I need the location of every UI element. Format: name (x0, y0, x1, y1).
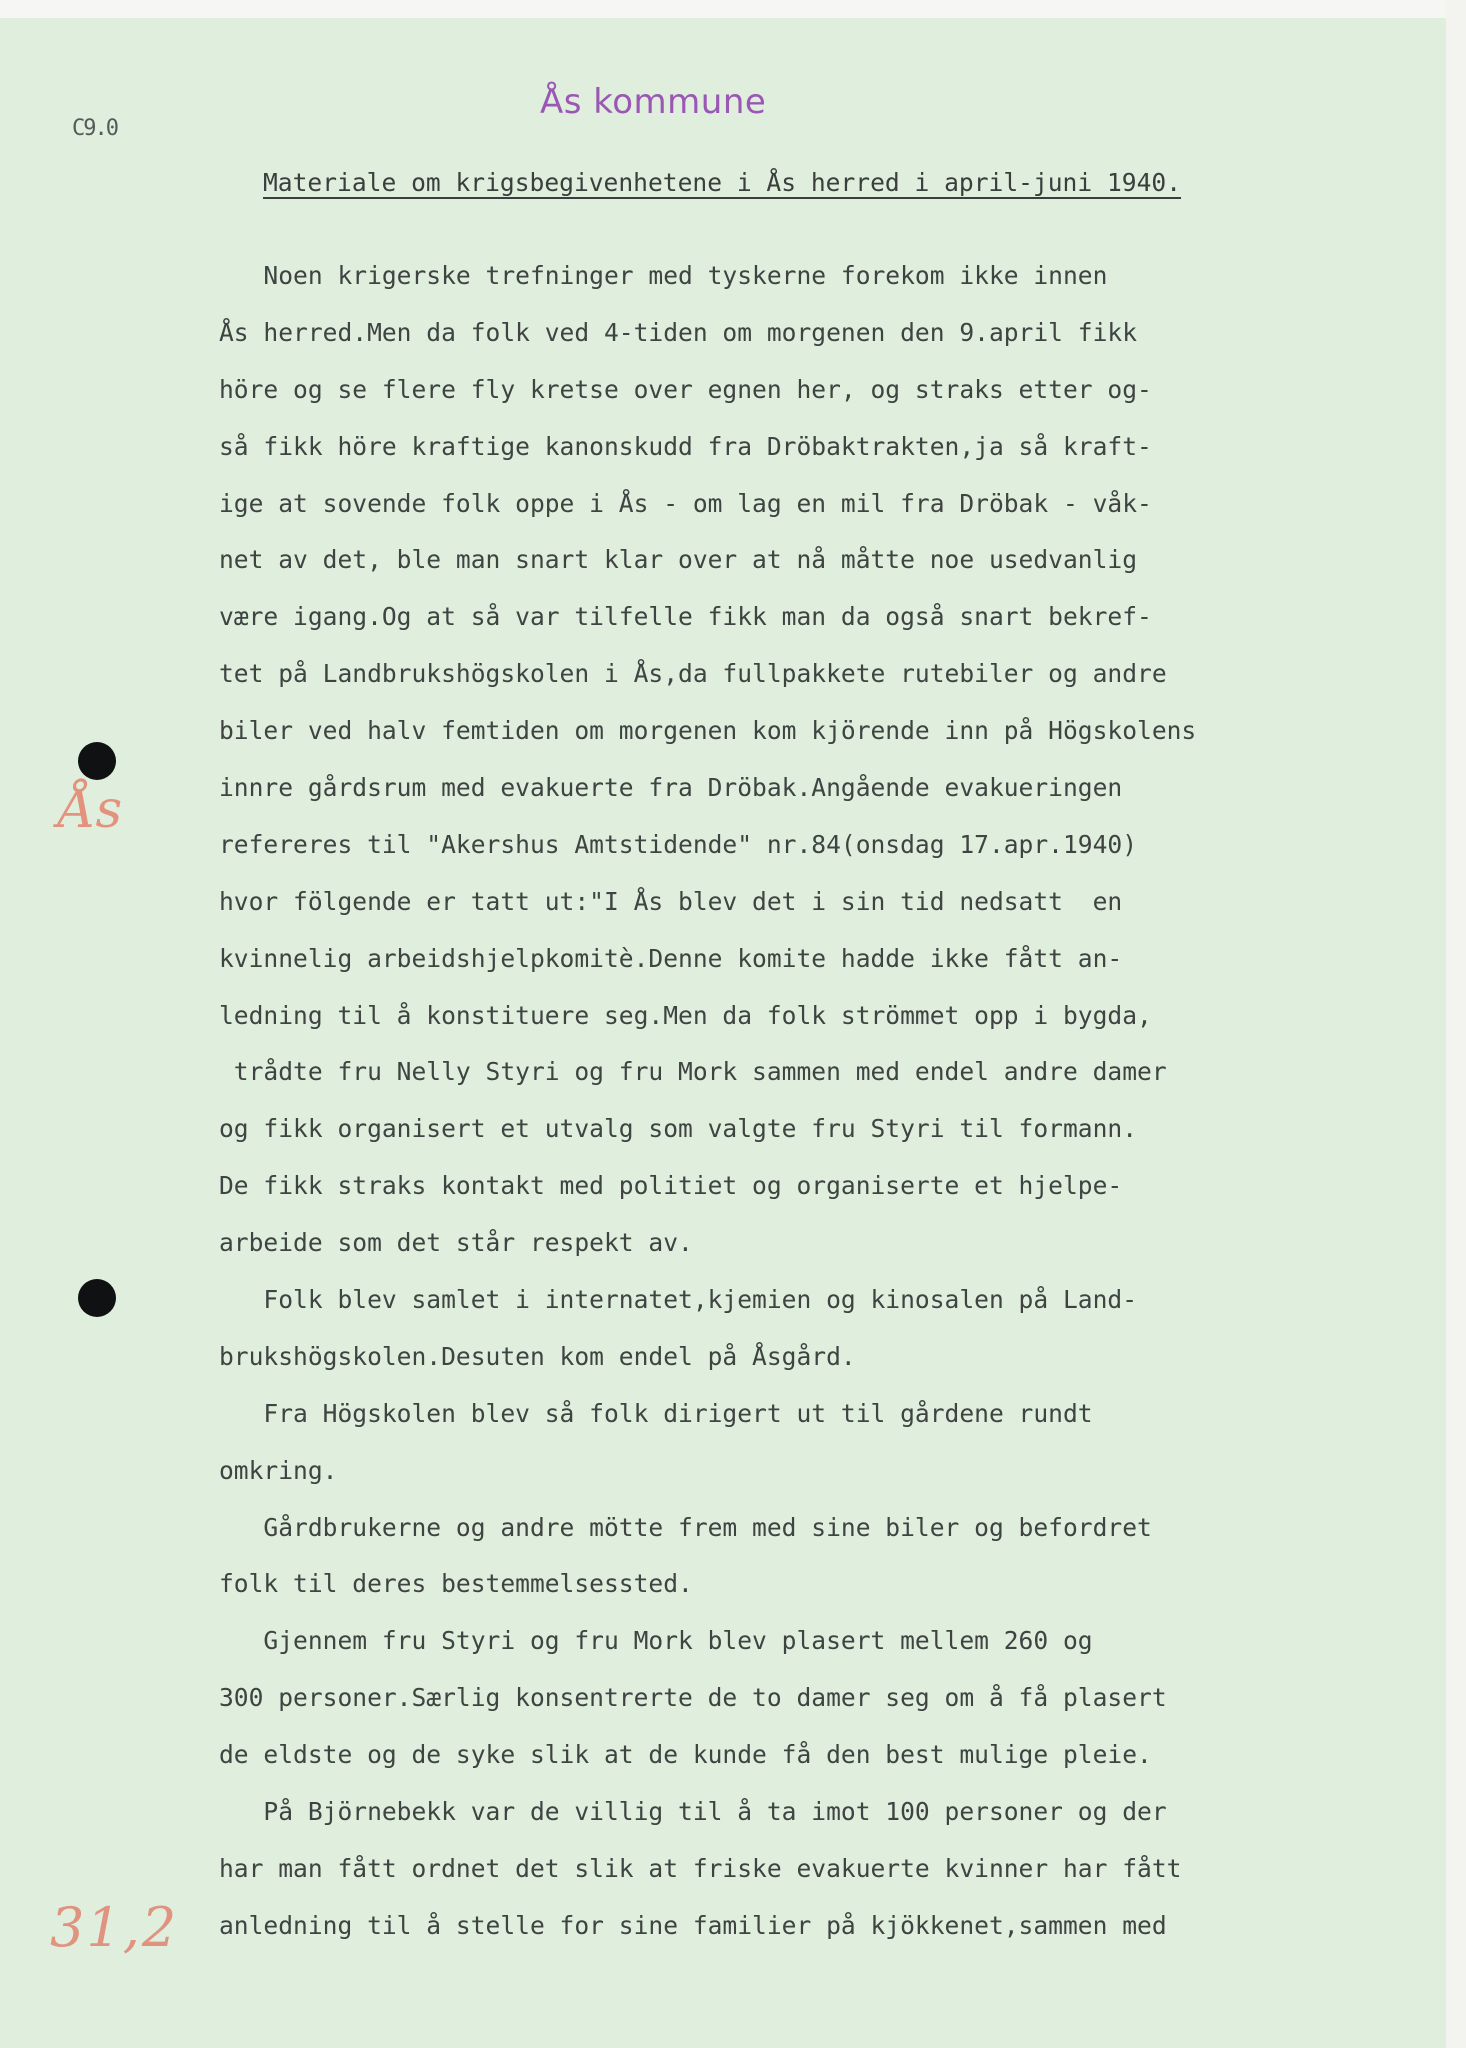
text-line: og fikk organisert et utvalg som valgte fru Styri til formann. (219, 1114, 1138, 1144)
text-line: De fikk straks kontakt med politiet og organiserte et hjelpe- (219, 1171, 1123, 1201)
text-line: Folk blev samlet i internatet,kjemien og kinosalen på Land- (219, 1285, 1138, 1315)
text-line: ledning til å konstituere seg.Men da folk strömmet opp i bygda, (219, 1000, 1152, 1030)
text-line: ige at sovende folk oppe i Ås - om lag en mil fra Dröbak - våk- (219, 488, 1152, 518)
text-line: omkring. (219, 1455, 338, 1485)
text-line: brukshögskolen.Desuten kom endel på Åsgård. (219, 1341, 856, 1371)
text-line: arbeide som det står respekt av. (219, 1228, 693, 1258)
document-body (219, 248, 1379, 1955)
text-line: hvor fölgende er tatt ut:"I Ås blev det i sin tid nedsatt en (219, 886, 1123, 916)
municipality-stamp: Ås kommune (540, 82, 767, 122)
text-line: de eldste og de syke slik at de kunde få den best mulige pleie. (219, 1740, 1152, 1770)
page-reference-handwritten: 31,2 (50, 1896, 179, 1959)
punch-hole-bottom (78, 1279, 116, 1317)
text-line: net av det, ble man snart klar over at nå måtte noe usedvanlig (219, 545, 1138, 575)
text-line: refereres til "Akershus Amtstidende" nr.84(onsdag 17.apr.1940) (219, 829, 1138, 859)
corner-mark: C9.0 (72, 116, 117, 141)
text-line: folk til deres bestemmelsessted. (219, 1569, 693, 1599)
text-line: Fra Högskolen blev så folk dirigert ut til gårdene rundt (219, 1398, 1093, 1428)
text-line: Gårdbrukerne og andre mötte frem med sine biler og befordret (219, 1512, 1152, 1542)
text-line: Noen krigerske trefninger med tyskerne forekom ikke innen (219, 261, 1108, 290)
text-line: har man fått ordnet det slik at friske evakuerte kvinner har fått (219, 1853, 1182, 1883)
text-line: innre gårdsrum med evakuerte fra Dröbak.Angående evakueringen (219, 773, 1123, 803)
text-line: være igang.Og at så var tilfelle fikk man da også snart bekref- (219, 602, 1152, 632)
text-line: På Björnebekk var de villig til å ta imot 100 personer og der (219, 1797, 1167, 1827)
text-line: 300 personer.Særlig konsentrerte de to damer seg om å få plasert (219, 1683, 1167, 1713)
text-line: anledning til å stelle for sine familier på kjökkenet,sammen med (219, 1910, 1167, 1940)
text-line: Gjennem fru Styri og fru Mork blev plasert mellem 260 og (219, 1626, 1093, 1656)
text-line: tet på Landbrukshögskolen i Ås,da fullpakkete rutebiler og andre (219, 659, 1167, 689)
text-line: höre og se flere fly kretse over egnen her, og straks etter og- (219, 374, 1152, 404)
margin-note-handwritten: Ås (58, 780, 123, 840)
page-right-edge (1446, 0, 1466, 2048)
text-line: trådte fru Nelly Styri og fru Mork sammen med endel andre damer (219, 1057, 1167, 1087)
text-line: så fikk höre kraftige kanonskudd fra Dröbaktrakten,ja så kraft- (219, 431, 1152, 461)
document-title: Materiale om krigsbegivenhetene i Ås herred i april-juni 1940. (263, 168, 1182, 197)
punch-hole-top (78, 742, 116, 780)
text-line: Ås herred.Men da folk ved 4-tiden om morgenen den 9.april fikk (219, 317, 1138, 347)
text-line: biler ved halv femtiden om morgenen kom kjörende inn på Högskolens (219, 716, 1197, 746)
page-top-edge (0, 0, 1466, 18)
text-line: kvinnelig arbeidshjelpkomitè.Denne komite hadde ikke fått an- (219, 943, 1123, 973)
